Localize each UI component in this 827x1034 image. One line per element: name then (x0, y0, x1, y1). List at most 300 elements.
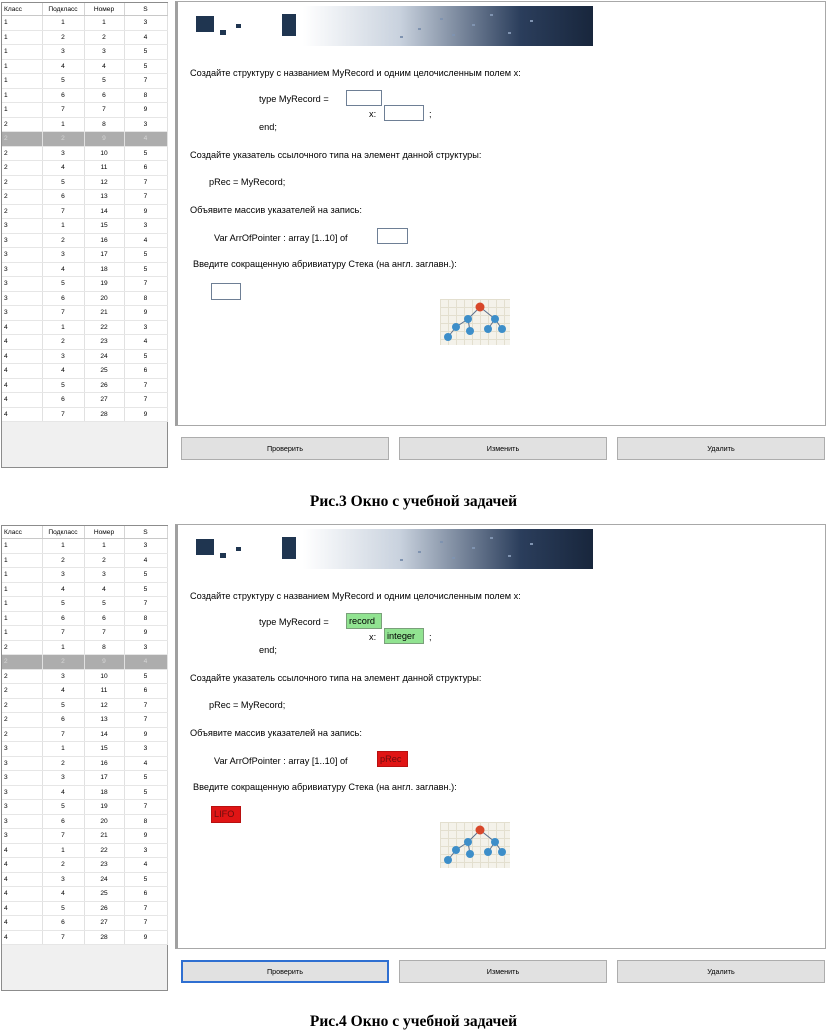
table-cell[interactable]: 13 (84, 713, 124, 728)
table-row[interactable] (2, 378, 167, 393)
table-cell[interactable]: 1 (2, 568, 42, 583)
grid-column-header[interactable]: Номер (84, 3, 124, 16)
check-button[interactable]: Проверить (181, 960, 389, 983)
table-cell[interactable]: 2 (42, 858, 84, 873)
table-cell[interactable]: 7 (124, 800, 167, 815)
table-cell[interactable]: 6 (84, 611, 124, 626)
table-row[interactable] (2, 582, 167, 597)
table-cell[interactable]: 4 (124, 335, 167, 350)
table-cell[interactable]: 5 (124, 45, 167, 60)
table-cell[interactable]: 23 (84, 335, 124, 350)
table-cell[interactable]: 1 (2, 553, 42, 568)
table-cell[interactable]: 9 (124, 727, 167, 742)
table-cell[interactable]: 1 (2, 45, 42, 60)
table-cell[interactable]: 3 (2, 742, 42, 757)
answer-field-4[interactable] (211, 283, 241, 300)
table-cell[interactable]: 3 (124, 117, 167, 132)
table-cell[interactable]: 19 (84, 800, 124, 815)
table-cell[interactable]: 26 (84, 378, 124, 393)
table-cell[interactable]: 8 (84, 640, 124, 655)
table-cell[interactable]: 3 (42, 568, 84, 583)
table-cell[interactable]: 20 (84, 814, 124, 829)
table-cell[interactable]: 4 (2, 872, 42, 887)
table-cell[interactable]: 4 (2, 364, 42, 379)
table-cell[interactable]: 6 (42, 88, 84, 103)
table-cell[interactable]: 15 (84, 742, 124, 757)
table-row[interactable] (2, 684, 167, 699)
table-cell[interactable]: 6 (124, 887, 167, 902)
table-cell[interactable]: 2 (2, 204, 42, 219)
table-cell[interactable]: 9 (124, 204, 167, 219)
table-row[interactable] (2, 146, 167, 161)
table-cell[interactable]: 1 (42, 539, 84, 554)
table-cell[interactable]: 7 (124, 393, 167, 408)
table-cell[interactable]: 22 (84, 320, 124, 335)
table-cell[interactable]: 17 (84, 771, 124, 786)
table-row[interactable] (2, 349, 167, 364)
table-row[interactable] (2, 669, 167, 684)
table-cell[interactable]: 4 (2, 858, 42, 873)
table-cell[interactable]: 9 (124, 829, 167, 844)
table-cell[interactable]: 7 (124, 698, 167, 713)
table-cell[interactable]: 28 (84, 407, 124, 422)
table-cell[interactable]: 3 (124, 16, 167, 31)
table-cell[interactable]: 27 (84, 916, 124, 931)
table-row[interactable] (2, 117, 167, 132)
table-cell[interactable]: 2 (2, 684, 42, 699)
table-row[interactable] (2, 320, 167, 335)
answer-field-3[interactable]: pRec (377, 751, 408, 767)
table-cell[interactable]: 3 (2, 785, 42, 800)
table-cell[interactable]: 7 (42, 727, 84, 742)
table-cell[interactable]: 1 (2, 88, 42, 103)
grid-body[interactable] (2, 539, 167, 945)
table-cell[interactable]: 4 (42, 582, 84, 597)
table-row[interactable] (2, 655, 167, 670)
table-cell[interactable]: 9 (124, 103, 167, 118)
table-cell[interactable]: 10 (84, 146, 124, 161)
table-cell[interactable]: 5 (42, 901, 84, 916)
answer-field-1[interactable] (346, 90, 382, 106)
table-cell[interactable]: 2 (2, 640, 42, 655)
table-cell[interactable]: 5 (124, 248, 167, 263)
table-cell[interactable]: 5 (42, 698, 84, 713)
table-cell[interactable]: 6 (124, 684, 167, 699)
table-cell[interactable]: 7 (42, 829, 84, 844)
table-cell[interactable]: 3 (124, 640, 167, 655)
table-row[interactable] (2, 539, 167, 554)
data-grid[interactable] (1, 2, 168, 468)
table-cell[interactable]: 5 (124, 771, 167, 786)
table-cell[interactable]: 9 (124, 407, 167, 422)
table-cell[interactable]: 8 (84, 117, 124, 132)
table-cell[interactable]: 5 (84, 597, 124, 612)
table-cell[interactable]: 3 (2, 233, 42, 248)
table-cell[interactable]: 3 (2, 219, 42, 234)
table-row[interactable] (2, 190, 167, 205)
table-cell[interactable]: 4 (2, 407, 42, 422)
table-cell[interactable]: 16 (84, 233, 124, 248)
table-cell[interactable]: 3 (42, 669, 84, 684)
table-cell[interactable]: 2 (2, 698, 42, 713)
table-cell[interactable]: 3 (124, 843, 167, 858)
table-cell[interactable]: 1 (2, 30, 42, 45)
table-cell[interactable]: 1 (42, 117, 84, 132)
table-cell[interactable]: 2 (2, 669, 42, 684)
table-cell[interactable]: 4 (42, 684, 84, 699)
table-cell[interactable]: 4 (2, 320, 42, 335)
check-button[interactable]: Проверить (181, 437, 389, 460)
table-cell[interactable]: 9 (124, 930, 167, 945)
change-button[interactable]: Изменить (399, 960, 607, 983)
table-cell[interactable]: 1 (84, 16, 124, 31)
table-cell[interactable]: 3 (42, 349, 84, 364)
table-row[interactable] (2, 103, 167, 118)
table-cell[interactable]: 1 (2, 582, 42, 597)
table-cell[interactable]: 7 (124, 190, 167, 205)
table-cell[interactable]: 9 (84, 132, 124, 147)
table-cell[interactable]: 4 (2, 887, 42, 902)
table-cell[interactable]: 8 (124, 291, 167, 306)
table-cell[interactable]: 7 (84, 626, 124, 641)
table-cell[interactable]: 24 (84, 349, 124, 364)
table-cell[interactable]: 11 (84, 684, 124, 699)
table-cell[interactable]: 13 (84, 190, 124, 205)
table-row[interactable] (2, 800, 167, 815)
table-cell[interactable]: 7 (42, 407, 84, 422)
table-cell[interactable]: 4 (124, 233, 167, 248)
table-row[interactable] (2, 306, 167, 321)
table-cell[interactable]: 4 (124, 858, 167, 873)
table-row[interactable] (2, 843, 167, 858)
table-cell[interactable]: 1 (2, 59, 42, 74)
table-cell[interactable]: 4 (42, 364, 84, 379)
table-cell[interactable]: 19 (84, 277, 124, 292)
table-row[interactable] (2, 814, 167, 829)
table-cell[interactable]: 15 (84, 219, 124, 234)
table-cell[interactable]: 5 (42, 800, 84, 815)
table-cell[interactable]: 3 (124, 219, 167, 234)
table-cell[interactable]: 3 (2, 800, 42, 815)
table-cell[interactable]: 14 (84, 727, 124, 742)
table-cell[interactable]: 24 (84, 872, 124, 887)
table-cell[interactable]: 7 (42, 930, 84, 945)
table-cell[interactable]: 18 (84, 785, 124, 800)
table-cell[interactable]: 1 (42, 640, 84, 655)
table-cell[interactable]: 1 (42, 742, 84, 757)
table-row[interactable] (2, 30, 167, 45)
table-cell[interactable]: 4 (84, 582, 124, 597)
table-cell[interactable]: 6 (42, 713, 84, 728)
table-row[interactable] (2, 756, 167, 771)
table-row[interactable] (2, 364, 167, 379)
table-cell[interactable]: 6 (84, 88, 124, 103)
table-row[interactable] (2, 132, 167, 147)
table-cell[interactable]: 3 (42, 146, 84, 161)
table-cell[interactable]: 25 (84, 887, 124, 902)
table-cell[interactable]: 1 (2, 626, 42, 641)
table-cell[interactable]: 5 (124, 872, 167, 887)
table-cell[interactable]: 9 (84, 655, 124, 670)
table-row[interactable] (2, 858, 167, 873)
grid-column-header[interactable]: S (124, 526, 167, 539)
table-row[interactable] (2, 277, 167, 292)
table-row[interactable] (2, 233, 167, 248)
table-cell[interactable]: 6 (42, 393, 84, 408)
table-row[interactable] (2, 74, 167, 89)
table-row[interactable] (2, 262, 167, 277)
table-row[interactable] (2, 88, 167, 103)
table-cell[interactable]: 8 (124, 611, 167, 626)
table-cell[interactable]: 1 (84, 539, 124, 554)
table-cell[interactable]: 3 (42, 771, 84, 786)
table-row[interactable] (2, 640, 167, 655)
table-cell[interactable]: 4 (124, 655, 167, 670)
table-cell[interactable]: 2 (42, 335, 84, 350)
table-cell[interactable]: 5 (124, 59, 167, 74)
table-row[interactable] (2, 161, 167, 176)
table-row[interactable] (2, 698, 167, 713)
table-row[interactable] (2, 742, 167, 757)
table-row[interactable] (2, 248, 167, 263)
table-cell[interactable]: 2 (42, 132, 84, 147)
table-cell[interactable]: 2 (2, 655, 42, 670)
table-cell[interactable]: 2 (2, 190, 42, 205)
table-cell[interactable]: 3 (84, 45, 124, 60)
table-cell[interactable]: 12 (84, 175, 124, 190)
table-cell[interactable]: 4 (84, 59, 124, 74)
table-row[interactable] (2, 829, 167, 844)
delete-button[interactable]: Удалить (617, 960, 825, 983)
table-cell[interactable]: 7 (124, 901, 167, 916)
table-cell[interactable]: 6 (124, 161, 167, 176)
table-cell[interactable]: 5 (124, 568, 167, 583)
table-cell[interactable]: 5 (42, 277, 84, 292)
table-cell[interactable]: 2 (42, 756, 84, 771)
grid-body[interactable] (2, 16, 167, 422)
table-cell[interactable]: 3 (2, 756, 42, 771)
table-row[interactable] (2, 611, 167, 626)
table-cell[interactable]: 7 (42, 626, 84, 641)
table-cell[interactable]: 7 (124, 597, 167, 612)
table-cell[interactable]: 8 (124, 88, 167, 103)
table-cell[interactable]: 4 (42, 59, 84, 74)
table-cell[interactable]: 3 (2, 829, 42, 844)
table-row[interactable] (2, 887, 167, 902)
table-cell[interactable]: 5 (42, 175, 84, 190)
table-cell[interactable]: 1 (2, 611, 42, 626)
data-grid[interactable] (1, 525, 168, 991)
table-cell[interactable]: 3 (2, 248, 42, 263)
table-cell[interactable]: 5 (124, 262, 167, 277)
table-row[interactable] (2, 45, 167, 60)
table-cell[interactable]: 14 (84, 204, 124, 219)
table-cell[interactable]: 5 (124, 146, 167, 161)
table-cell[interactable]: 5 (42, 74, 84, 89)
table-cell[interactable]: 2 (2, 146, 42, 161)
table-cell[interactable]: 28 (84, 930, 124, 945)
table-cell[interactable]: 2 (84, 553, 124, 568)
table-cell[interactable]: 4 (2, 349, 42, 364)
table-row[interactable] (2, 930, 167, 945)
table-row[interactable] (2, 59, 167, 74)
table-cell[interactable]: 3 (42, 872, 84, 887)
table-cell[interactable]: 7 (124, 378, 167, 393)
table-cell[interactable]: 3 (2, 814, 42, 829)
table-cell[interactable]: 3 (124, 742, 167, 757)
table-cell[interactable]: 5 (124, 785, 167, 800)
grid-column-header[interactable]: S (124, 3, 167, 16)
table-row[interactable] (2, 291, 167, 306)
table-cell[interactable]: 8 (124, 814, 167, 829)
table-cell[interactable]: 25 (84, 364, 124, 379)
table-cell[interactable]: 2 (42, 553, 84, 568)
table-cell[interactable]: 1 (2, 74, 42, 89)
table-cell[interactable]: 5 (124, 669, 167, 684)
table-cell[interactable]: 9 (124, 626, 167, 641)
answer-field-2[interactable]: integer (384, 628, 424, 644)
table-cell[interactable]: 4 (2, 393, 42, 408)
change-button[interactable]: Изменить (399, 437, 607, 460)
grid-column-header[interactable]: Класс (2, 526, 42, 539)
table-cell[interactable]: 2 (2, 161, 42, 176)
table-cell[interactable]: 3 (2, 277, 42, 292)
table-cell[interactable]: 12 (84, 698, 124, 713)
table-cell[interactable]: 26 (84, 901, 124, 916)
table-row[interactable] (2, 407, 167, 422)
table-cell[interactable]: 6 (42, 916, 84, 931)
table-row[interactable] (2, 335, 167, 350)
table-cell[interactable]: 3 (42, 45, 84, 60)
table-cell[interactable]: 3 (2, 771, 42, 786)
table-cell[interactable]: 11 (84, 161, 124, 176)
table-cell[interactable]: 7 (42, 306, 84, 321)
grid-column-header[interactable]: Подкласс (42, 526, 84, 539)
table-cell[interactable]: 7 (124, 277, 167, 292)
table-cell[interactable]: 4 (42, 161, 84, 176)
table-cell[interactable]: 2 (42, 233, 84, 248)
table-cell[interactable]: 3 (124, 320, 167, 335)
table-cell[interactable]: 7 (124, 175, 167, 190)
table-cell[interactable]: 2 (42, 655, 84, 670)
table-cell[interactable]: 9 (124, 306, 167, 321)
table-cell[interactable]: 1 (42, 16, 84, 31)
table-cell[interactable]: 4 (2, 901, 42, 916)
table-cell[interactable]: 7 (124, 713, 167, 728)
table-cell[interactable]: 21 (84, 829, 124, 844)
table-cell[interactable]: 2 (2, 175, 42, 190)
table-cell[interactable]: 10 (84, 669, 124, 684)
table-cell[interactable]: 4 (124, 756, 167, 771)
table-cell[interactable]: 5 (124, 582, 167, 597)
table-cell[interactable]: 7 (124, 916, 167, 931)
table-row[interactable] (2, 393, 167, 408)
table-cell[interactable]: 1 (2, 16, 42, 31)
table-cell[interactable]: 5 (42, 597, 84, 612)
table-cell[interactable]: 7 (42, 204, 84, 219)
table-row[interactable] (2, 16, 167, 31)
table-cell[interactable]: 6 (42, 291, 84, 306)
table-cell[interactable]: 2 (2, 727, 42, 742)
table-cell[interactable]: 4 (2, 843, 42, 858)
table-row[interactable] (2, 204, 167, 219)
table-cell[interactable]: 3 (2, 262, 42, 277)
table-row[interactable] (2, 727, 167, 742)
answer-field-2[interactable] (384, 105, 424, 121)
answer-field-3[interactable] (377, 228, 408, 244)
table-cell[interactable]: 16 (84, 756, 124, 771)
table-cell[interactable]: 4 (124, 553, 167, 568)
table-row[interactable] (2, 219, 167, 234)
table-cell[interactable]: 20 (84, 291, 124, 306)
table-cell[interactable]: 6 (42, 611, 84, 626)
table-cell[interactable]: 4 (124, 132, 167, 147)
table-cell[interactable]: 2 (84, 30, 124, 45)
table-cell[interactable]: 4 (2, 378, 42, 393)
table-row[interactable] (2, 175, 167, 190)
table-cell[interactable]: 2 (2, 132, 42, 147)
table-row[interactable] (2, 713, 167, 728)
table-cell[interactable]: 5 (84, 74, 124, 89)
table-cell[interactable]: 7 (42, 103, 84, 118)
table-cell[interactable]: 5 (124, 349, 167, 364)
table-row[interactable] (2, 901, 167, 916)
table-cell[interactable]: 3 (2, 306, 42, 321)
answer-field-1[interactable]: record (346, 613, 382, 629)
table-cell[interactable]: 1 (42, 219, 84, 234)
table-cell[interactable]: 4 (2, 916, 42, 931)
table-cell[interactable]: 7 (84, 103, 124, 118)
table-cell[interactable]: 3 (42, 248, 84, 263)
table-cell[interactable]: 4 (42, 887, 84, 902)
table-cell[interactable]: 2 (2, 117, 42, 132)
table-row[interactable] (2, 626, 167, 641)
table-cell[interactable]: 1 (2, 597, 42, 612)
table-cell[interactable]: 3 (124, 539, 167, 554)
table-cell[interactable]: 27 (84, 393, 124, 408)
table-row[interactable] (2, 568, 167, 583)
table-cell[interactable]: 18 (84, 262, 124, 277)
table-cell[interactable]: 21 (84, 306, 124, 321)
table-cell[interactable]: 6 (42, 190, 84, 205)
table-cell[interactable]: 1 (42, 843, 84, 858)
table-row[interactable] (2, 553, 167, 568)
table-cell[interactable]: 4 (42, 785, 84, 800)
table-cell[interactable]: 3 (2, 291, 42, 306)
table-cell[interactable]: 23 (84, 858, 124, 873)
table-cell[interactable]: 6 (124, 364, 167, 379)
table-cell[interactable]: 4 (2, 930, 42, 945)
table-cell[interactable]: 3 (84, 568, 124, 583)
grid-column-header[interactable]: Класс (2, 3, 42, 16)
table-cell[interactable]: 2 (2, 713, 42, 728)
delete-button[interactable]: Удалить (617, 437, 825, 460)
grid-column-header[interactable]: Номер (84, 526, 124, 539)
table-cell[interactable]: 4 (2, 335, 42, 350)
table-cell[interactable]: 17 (84, 248, 124, 263)
table-cell[interactable]: 4 (42, 262, 84, 277)
table-cell[interactable]: 6 (42, 814, 84, 829)
table-row[interactable] (2, 771, 167, 786)
table-row[interactable] (2, 916, 167, 931)
table-cell[interactable]: 22 (84, 843, 124, 858)
grid-column-header[interactable]: Подкласс (42, 3, 84, 16)
table-row[interactable] (2, 597, 167, 612)
table-cell[interactable]: 4 (124, 30, 167, 45)
table-cell[interactable]: 1 (2, 539, 42, 554)
table-row[interactable] (2, 785, 167, 800)
answer-field-4[interactable]: LIFO (211, 806, 241, 823)
